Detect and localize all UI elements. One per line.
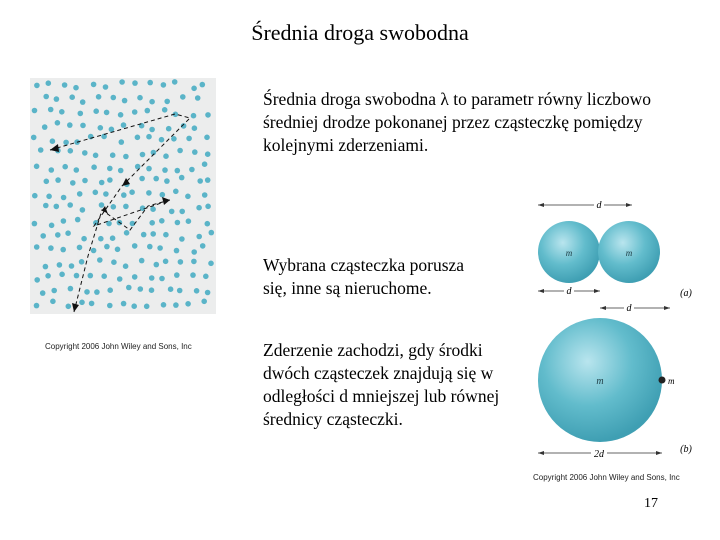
gas-molecule [107,303,113,309]
gas-molecule [168,286,174,292]
gas-molecule [110,235,116,241]
gas-molecule [192,149,198,155]
gas-molecule [44,179,50,185]
gas-molecule [132,109,138,115]
gas-molecule [185,301,191,307]
gas-molecule [123,263,129,269]
gas-molecule [192,125,198,131]
arrow-right-icon [656,451,662,455]
gas-molecule [205,221,211,227]
gas-molecule [103,84,109,90]
gas-molecule [68,148,74,154]
label-m-point: m [668,376,675,386]
gas-molecule [191,113,197,119]
gas-molecule [178,259,184,265]
gas-molecule [88,273,94,279]
gas-molecule [84,289,90,295]
gas-molecule [111,259,117,265]
point-molecule [659,377,666,384]
gas-molecule [177,288,183,294]
gas-molecule [175,168,181,174]
gas-molecule [34,164,40,170]
gas-molecule [79,300,85,306]
gas-molecule [191,86,197,92]
gas-molecule [122,98,128,104]
gas-molecule [55,177,61,183]
gas-molecule [43,264,49,270]
moving-molecule-paragraph: Wybrana cząsteczka porusza się, inne są nieruchome. [263,255,465,298]
gas-molecule [137,95,143,101]
gas-molecule [49,223,55,229]
gas-molecule [160,192,166,198]
gas-molecule [46,194,52,200]
label-d-right: d [626,303,632,314]
gas-molecule [205,112,211,118]
gas-molecule [202,192,208,198]
gas-molecule [177,148,183,154]
gas-molecule [129,189,135,195]
gas-molecule [50,138,56,144]
gas-molecule [91,248,97,254]
gas-molecule [96,94,102,100]
gas-molecule [146,134,152,140]
gas-molecule [162,167,168,173]
label-d-top: d [596,200,602,211]
gas-molecule [132,274,138,280]
gas-molecule [60,247,66,253]
gas-molecule [171,136,177,142]
gas-molecule [164,178,170,184]
collision-condition-paragraph: Zderzenie zachodzi, gdy środki dwóch cząsteczek znajdują się w odległości d mniejszej lub równej średnicy cząsteczki. [263,340,500,429]
arrow-left-icon [538,451,544,455]
gas-molecule [104,110,110,116]
gas-molecule [131,303,137,309]
gas-molecule [107,287,113,293]
gas-molecule [67,202,73,208]
gas-molecule [70,180,76,186]
gas-molecule [82,150,88,156]
gas-molecule [74,273,80,279]
page-number: 17 [644,496,658,511]
slide-title: Średnia droga swobodna [251,20,469,45]
gas-molecule [101,273,107,279]
gas-molecule [172,79,178,85]
gas-molecule [107,166,113,172]
label-m-large: m [596,376,604,387]
gas-molecules-figure [30,78,216,314]
gas-molecule [34,277,40,283]
gas-molecule [94,289,100,295]
gas-molecule [34,83,40,89]
gas-molecule [69,263,75,269]
gas-molecule [145,108,151,114]
gas-molecule [150,231,156,237]
gas-molecule [65,230,71,236]
gas-molecule [139,258,145,264]
gas-molecule [135,164,141,170]
gas-molecule [189,167,195,173]
gas-molecule [205,204,211,210]
gas-molecule [149,127,155,133]
gas-molecule [55,232,61,238]
gas-molecule [79,259,85,265]
gas-molecule [54,204,60,210]
label-b: (b) [680,444,692,455]
gas-molecule [45,273,51,279]
gas-molecule [118,168,124,174]
gas-molecule [81,236,87,242]
gas-molecule [48,107,54,113]
gas-molecule [59,272,65,278]
gas-molecule [66,304,72,310]
gas-molecule [205,151,211,157]
arrow-right-icon [594,289,600,293]
gas-molecule [123,204,129,210]
gas-molecule [166,126,172,132]
gas-molecule [107,177,113,183]
gas-molecule [98,125,104,131]
gas-molecule [205,290,211,296]
gas-molecule [195,95,201,101]
gas-molecule [154,262,160,268]
gas-molecule [104,244,110,250]
gas-molecule [110,152,116,158]
gas-molecule [169,209,175,215]
gas-molecule [157,245,163,251]
gas-molecule [161,82,167,88]
gas-molecule [205,177,211,183]
gas-molecule [91,82,97,88]
gas-molecule [159,276,165,282]
gas-molecule [119,79,125,85]
gas-molecule [31,135,37,141]
gas-molecule [149,287,155,293]
gas-molecule [99,202,105,208]
gas-molecule [62,164,68,170]
gas-molecule [124,230,130,236]
gas-molecule [190,272,196,278]
gas-molecule [146,190,152,196]
gas-molecule [159,218,165,224]
gas-molecule [200,243,206,249]
gas-molecule [163,232,169,238]
gas-molecule [77,191,83,197]
gas-molecule [202,161,208,167]
gas-molecule [140,152,146,158]
gas-molecule [161,302,167,308]
gas-molecule [132,80,138,86]
gas-molecule [78,111,84,117]
gas-molecule [115,247,121,253]
gas-molecule [75,217,81,223]
gas-molecule [34,244,40,250]
gas-molecule [80,207,86,213]
gas-molecule [62,82,68,88]
gas-molecule [209,230,215,236]
gas-molecule [203,274,209,280]
gas-molecule [174,248,180,254]
gas-molecule [150,206,156,212]
gas-molecule [149,275,155,281]
gas-molecule [121,192,127,198]
gas-molecule [55,120,61,126]
gas-molecule [93,108,99,114]
gas-molecule [111,95,117,101]
gas-molecule [163,259,169,265]
gas-molecule [144,304,150,310]
gas-molecule [201,299,207,305]
gas-molecule [138,286,144,292]
gas-molecule [200,82,206,88]
arrow-right-icon [626,203,632,207]
gas-molecule [49,167,55,173]
gas-molecule [50,299,56,305]
gas-molecule [99,180,105,186]
gas-molecule [54,96,60,102]
gas-molecule [93,153,99,159]
gas-molecule [48,245,54,251]
gas-molecule [121,301,127,307]
gas-molecule [135,135,141,141]
arrow-left-icon [538,203,544,207]
gas-molecule [34,303,40,309]
label-2d: 2d [594,449,604,460]
gas-molecule [186,218,192,224]
gas-molecule [68,286,74,292]
gas-molecule [89,301,95,307]
gas-molecule [61,195,67,201]
gas-molecule [123,154,129,160]
gas-molecule [179,236,185,242]
gas-molecule [57,262,63,268]
gas-molecule [163,153,169,159]
gas-molecule [186,136,192,142]
gas-molecule [147,80,153,86]
label-a: (a) [680,288,692,299]
label-m-small-left: m [565,248,573,258]
gas-molecule [208,261,214,267]
gas-molecule [185,194,191,200]
collision-figure-copyright: Copyright 2006 John Wiley and Sons, Inc [533,473,680,482]
gas-molecule [51,288,57,294]
arrow-left-icon [538,289,544,293]
gas-molecule [67,122,73,128]
gas-molecule [61,218,67,224]
gas-molecule [164,99,170,105]
gas-molecule [32,193,38,199]
gas-molecule [32,221,38,227]
gas-molecule [82,178,88,184]
gas-molecule [91,164,97,170]
gas-molecule [98,236,104,242]
gas-molecule [191,249,197,255]
gas-molecule [173,189,179,195]
gas-molecule [43,203,49,209]
arrow-left-icon [600,306,606,310]
gas-molecule [132,243,138,249]
gas-molecule [80,123,86,129]
gas-molecule [162,107,168,113]
gas-molecule [77,245,83,251]
arrow-right-icon [664,306,670,310]
gas-molecule [97,257,103,263]
gas-molecule [179,209,185,215]
gas-figure-copyright: Copyright 2006 John Wiley and Sons, Inc [45,342,192,351]
collision-diagram [528,190,708,472]
gas-molecule [149,220,155,226]
gas-molecule [40,290,46,296]
gas-molecule [173,302,179,308]
gas-molecule [42,124,48,130]
gas-molecule [40,233,46,239]
gas-molecule [43,94,49,100]
definition-paragraph: Średnia droga swobodna λ to parametr równy liczbowo średniej drodze pokonanej przez cząsteczkę pomiędzy kolejnymi zderzeniami. [263,89,652,155]
gas-molecule [196,205,202,211]
label-d-left: d [566,286,572,297]
gas-molecule [180,94,186,100]
gas-molecule [117,276,123,282]
gas-molecule [197,178,203,184]
gas-molecule [175,220,181,226]
gas-molecule [121,122,127,128]
gas-molecule [139,176,145,182]
gas-molecule [73,85,79,91]
gas-molecule [38,147,44,153]
gas-molecule [93,190,99,196]
gas-molecule [119,139,125,145]
gas-molecule [147,244,153,250]
gas-molecule [46,80,52,86]
gas-molecule [204,135,210,141]
gas-molecule [69,94,75,100]
gas-molecule [111,204,117,210]
gas-molecule [146,166,152,172]
gas-molecule [174,272,180,278]
gas-molecule [191,259,197,265]
gas-molecule [194,288,200,294]
gas-molecule [153,176,159,182]
gas-molecule [196,234,202,240]
gas-molecule [59,109,65,115]
gas-molecule [103,191,109,197]
label-m-small-right: m [625,248,633,258]
gas-molecule [63,140,69,146]
gas-molecule [149,99,155,105]
gas-molecule [32,108,38,114]
gas-molecule [74,167,80,173]
gas-molecule [80,99,86,105]
gas-molecule [179,175,185,181]
gas-molecule [118,112,124,118]
gas-molecule [159,137,165,143]
gas-molecule [141,232,147,238]
gas-molecule [126,285,132,291]
